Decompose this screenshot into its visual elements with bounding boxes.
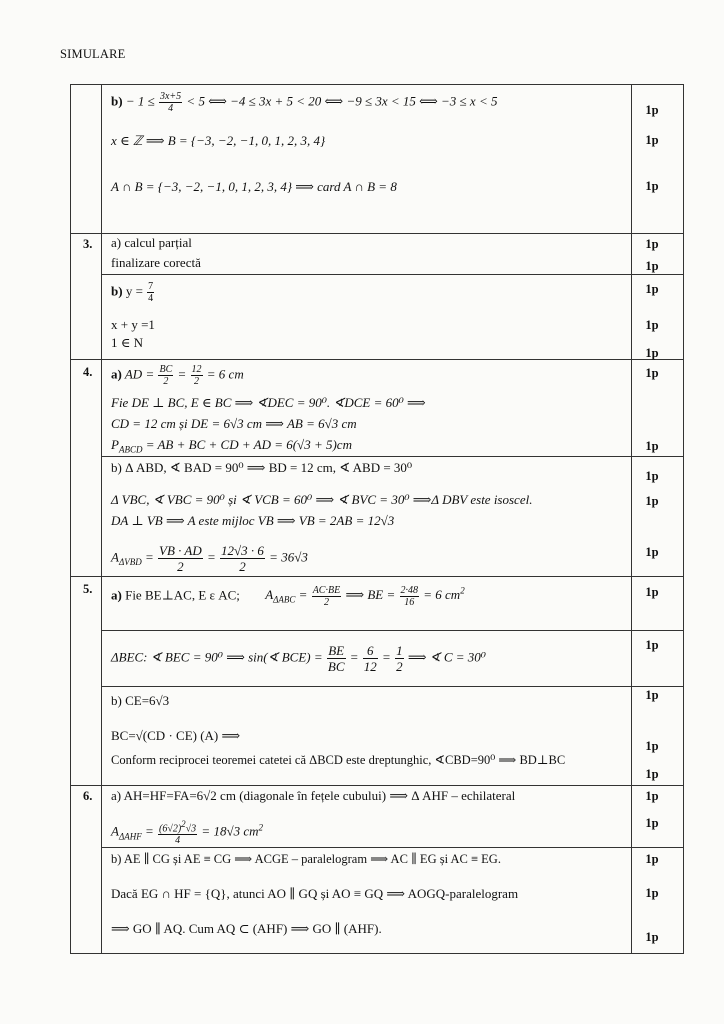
problem-3b-line-3: 1 ∈ N — [111, 335, 144, 350]
score: 1p — [645, 886, 659, 900]
row-divider — [71, 576, 683, 577]
row-divider — [101, 456, 683, 457]
problem-2b-line-2: x ∈ ℤ ⟹ B = {−3, −2, −1, 0, 1, 2, 3, 4} — [111, 133, 326, 148]
problem-5b-line-1: b) CE=6√3 — [111, 693, 170, 708]
row-divider — [71, 785, 683, 786]
score: 1p — [645, 366, 659, 380]
score: 1p — [645, 133, 659, 147]
problem-4a-line-4: $P_{ABCD}$ = AB + BC + CD + AD = 6(√3 + 5)cm — [111, 437, 352, 455]
score: 1p — [645, 494, 659, 508]
problem-3a-line-1: a) calcul parțial — [111, 235, 192, 250]
score: 1p — [645, 237, 659, 251]
problem-4a-line-1: a) AD = $\frac{BC}{2}$ = $\frac{12}{2}$ = 6 cm — [111, 364, 244, 387]
score: 1p — [645, 346, 659, 360]
score: 1p — [645, 439, 659, 453]
score: 1p — [645, 585, 659, 599]
problem-3b-line-1: b) y = $\frac{7}{4}$ — [111, 281, 154, 304]
problem-number: 5. — [83, 582, 93, 596]
problem-6b-line-2: Dacă EG ∩ HF = {Q}, atunci AO ∥ GQ și AO ≡ GQ ⟹ AOGQ-paralelogram — [111, 886, 519, 901]
score: 1p — [645, 318, 659, 332]
row-divider — [101, 847, 683, 848]
problem-3a-line-2: finalizare corectă — [111, 255, 201, 270]
row-divider — [101, 630, 683, 631]
score: 1p — [645, 179, 659, 193]
row-divider — [101, 274, 683, 275]
page-header: SIMULARE — [60, 47, 126, 61]
row-divider — [101, 686, 683, 687]
score: 1p — [645, 469, 659, 483]
problem-6a-line-2: $A_{\Delta AHF}$ = $\frac{(6√2)^2√3}{4}$ = 18√3 $cm^2$ — [111, 819, 263, 847]
score: 1p — [645, 816, 659, 830]
problem-number: 6. — [83, 789, 93, 803]
problem-5b-line-2: BC=√(CD · CE) (A) ⟹ — [111, 728, 241, 743]
score: 1p — [645, 767, 659, 781]
problem-6b-line-1: b) AE ∥ CG și AE ≡ CG ⟹ ACGE – paralelogram ⟹ AC ∥ EG și AC ≡ EG. — [111, 852, 501, 866]
problem-4b-line-4: $A_{\Delta VBD}$ = $\frac{VB \cdot AD}{2}$ = $\frac{12√3 \cdot 6}{2}$ = 36√3 — [111, 543, 308, 574]
score: 1p — [645, 545, 659, 559]
score: 1p — [645, 638, 659, 652]
problem-4a-line-3: CD = 12 cm și DE = 6√3 cm ⟹ AB = 6√3 cm — [111, 416, 357, 431]
problem-5a-line-1: a) Fie BE⊥AC, E ε AC; $A_{\Delta ABC}$ = $\frac{AC\cdot BE}{2}$ ⟹ BE = $\frac{2\cdot 48}{16}$ = 6 $cm^2$ — [111, 585, 465, 608]
problem-2b-line-3: A ∩ B = {−3, −2, −1, 0, 1, 2, 3, 4} ⟹ card A ∩ B = 8 — [111, 179, 397, 194]
score: 1p — [645, 852, 659, 866]
problem-6a-line-1: a) AH=HF=FA=6√2 cm (diagonale în fețele cubului) ⟹ Δ AHF – echilateral — [111, 788, 516, 803]
problem-4b-line-3: DA ⊥ VB ⟹ A este mijloc VB ⟹ VB = 2AB = 12√3 — [111, 513, 395, 528]
problem-4b-line-2: Δ VBC, ∢ VBC = 90⁰ și ∢ VCB = 60⁰ ⟹ ∢ BVC = 30⁰ ⟹Δ DBV este isoscel. — [111, 492, 533, 507]
problem-4a-line-2: Fie DE ⊥ BC, E ∈ BC ⟹ ∢DEC = 90⁰. ∢DCE = 60⁰ ⟹ — [111, 395, 426, 410]
score: 1p — [645, 739, 659, 753]
problem-5b-line-3: Conform reciprocei teoremei catetei că ΔBCD este dreptunghic, ∢CBD=90⁰ ⟹ BD⊥BC — [111, 753, 566, 767]
score: 1p — [645, 789, 659, 803]
problem-2b-line-1: b) − 1 ≤ $\frac{3x+5}{4}$ < 5 ⟺ −4 ≤ 3x + 5 < 20 ⟺ −9 ≤ 3x < 15 ⟺ −3 ≤ x < 5 — [111, 91, 498, 114]
problem-5a-line-2: ΔBEC: ∢ BEC = 90⁰ ⟹ sin(∢ BCE) = $\frac{BE}{BC}$ = $\frac{6}{12}$ = $\frac{1}{2}$ ⟹ ∢ C = 30⁰ — [111, 643, 486, 674]
problem-3b-line-2: x + y =1 — [111, 317, 155, 332]
row-divider — [71, 359, 683, 360]
column-divider-score — [631, 85, 632, 953]
problem-number: 4. — [83, 365, 93, 379]
grading-table — [70, 84, 684, 954]
score: 1p — [645, 259, 659, 273]
score: 1p — [645, 688, 659, 702]
problem-number: 3. — [83, 237, 93, 251]
problem-4b-line-1: b) Δ ABD, ∢ BAD = 90⁰ ⟹ BD = 12 cm, ∢ ABD = 30⁰ — [111, 460, 413, 475]
score: 1p — [645, 282, 659, 296]
column-divider-number — [101, 85, 102, 953]
score: 1p — [645, 103, 659, 117]
row-divider — [71, 233, 683, 234]
score: 1p — [645, 930, 659, 944]
problem-6b-line-3: ⟹ GO ∥ AQ. Cum AQ ⊂ (AHF) ⟹ GO ∥ (AHF). — [111, 921, 382, 936]
